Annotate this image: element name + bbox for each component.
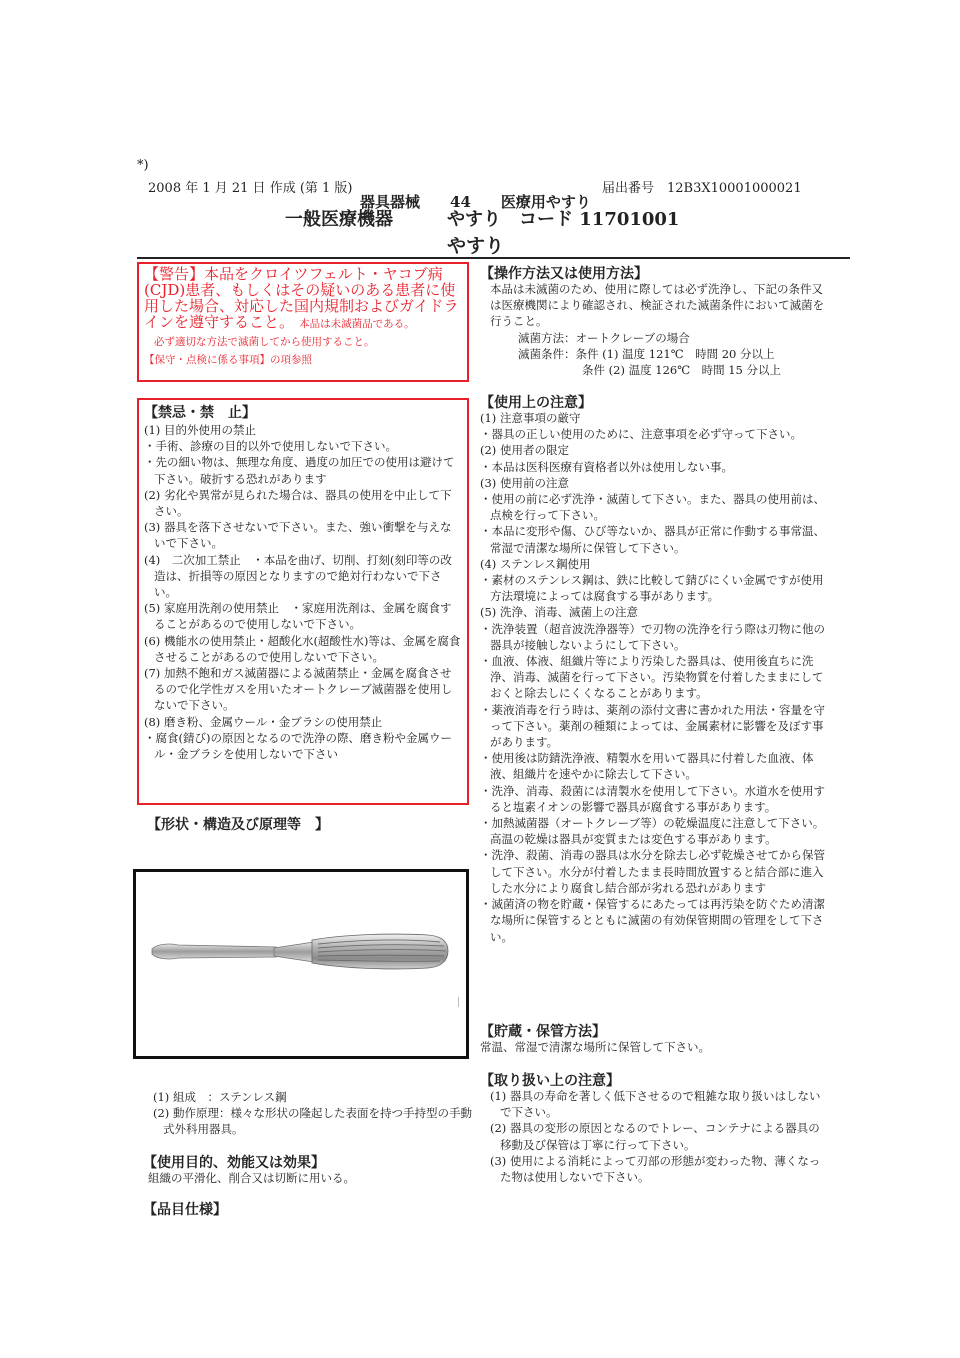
contraindication-line: (1) 目的外使用の禁止 [144, 423, 256, 437]
purpose-heading: 【使用目的、効能又は効果】 [143, 1155, 325, 1171]
operation-text [480, 281, 830, 378]
device-category-title: 一般医療機器 やすり コード 11701001 [285, 209, 680, 230]
product-image-frame [133, 869, 469, 1059]
storage-heading: 【貯蔵・保管方法】 [480, 1024, 606, 1040]
classification-line: 器具器械 44 医療用やすり [360, 193, 591, 211]
precaution-line: ・滅菌済の物を貯蔵・保管するにあたっては再汚染を防ぐため清潔な場所に保管するとともに滅菌の有効保管期間の管理をして下さい。 [480, 897, 825, 944]
precautions-heading: 【使用上の注意】 [480, 395, 592, 411]
shape-heading: 【形状・構造及び原理等 】 [147, 817, 329, 833]
precaution-line: ・洗浄、消毒、殺菌には清製水を使用して下さい。水道水を使用すると塩素イオンの影響で器具が腐食する事があります。 [480, 783, 825, 814]
contraindication-line: (7) 加熱不飽和ガス滅菌器による滅菌禁止・金属を腐食させるので化学性ガスを用いたオートクレーブ滅菌器を使用しないで下さい。 [144, 666, 453, 713]
operation-line: 滅菌方法：オートクレーブの場合 [518, 330, 690, 345]
precaution-line: ・使用の前に必ず洗浄・滅菌して下さい。また、器具の使用前は、点検を行って下さい。 [480, 492, 825, 523]
precaution-line: ・血液、体液、組織片等により汚染した器具は、使用後直ちに洗浄、消毒、滅菌を行って下さい。汚染物質を付着したままにしておくと除去しにくくなることがあります。 [480, 654, 824, 701]
contraindication-line: ・腐食(錆び)の原因となるので洗浄の際、磨き粉や金属ウール・金ブラシを使用しないで下さい [144, 730, 452, 762]
purpose-text: 組織の平滑化、削合又は切断に用いる。 [148, 1171, 355, 1185]
warning-unsterile-note: 本品は未滅菌品である。 [299, 318, 415, 330]
warning-box [137, 262, 469, 382]
precaution-line: (2) 使用者の限定 [480, 443, 569, 458]
image-tick-mark [458, 997, 459, 1007]
operation-line: 条件 (2) 温度 126℃ 時間 15 分以上 [582, 363, 782, 378]
warning-sterilize-note: 必ず適切な方法で滅菌してから使用すること。 [154, 336, 375, 348]
precaution-line: ・薬液消毒を行う時は、薬剤の添付文書に書かれた用法・容量を守って下さい。薬剤の種類によっては、金属素材に影響を及ぼす事があります。 [480, 702, 825, 750]
precaution-line: ・加熱滅菌器（オートクレーブ等）の乾燥温度に注意して下さい。高温の乾燥は器具が変質または変色する事があります。 [480, 816, 825, 847]
document-date: 2008 年 1 月 21 日 作成 (第 1 版) [148, 181, 353, 196]
header-divider [137, 257, 850, 259]
contraindications-box [137, 398, 469, 805]
precaution-line: ・使用後は防錆洗浄液、精製水を用いて器具に付着した血液、体液、組織片を速やかに除去して下さい。 [480, 751, 814, 782]
precaution-line: ・本品に変形や傷、ひび等ないか、器具が正常に作動する事常温、常湿で清潔な場所に保管して下さい。 [480, 524, 825, 555]
precaution-line: ・洗浄装置（超音波洗浄器等）で刃物の洗浄を行う際は刃物に他の器具が接触しないようにして下さい。 [480, 621, 825, 652]
contraindications-heading: 【禁忌・禁 止】 [144, 405, 256, 421]
handling-line: (2) 器具の変形の原因となるのでトレー、コンテナによる器具の移動及び保管は丁寧に行って下さい。 [490, 1121, 820, 1152]
precaution-line: (4) ステンレス鋼使用 [480, 556, 591, 571]
contraindication-line: (8) 磨き粉、金属ウール・金ブラシの使用禁止 [144, 714, 383, 729]
contraindication-line: ・先の細い物は、無理な角度、過度の加圧での使用は避けて下さい。破折する恐れがあります [144, 455, 455, 486]
spec-heading: 【品目仕様】 [143, 1202, 227, 1218]
precautions-list [480, 410, 830, 945]
contraindication-line: ・手術、診療の目的以外で使用しないで下さい。 [144, 439, 397, 454]
contraindication-line: (3) 器具を落下させないで下さい。また、強い衝撃を与えないで下さい。 [144, 520, 452, 551]
precaution-line: ・素材のステンレス鋼は、鉄に比較して錆びにくい金属ですが使用方法環境によっては腐食する事があります。 [480, 573, 824, 604]
warning-reference-note: 【保守・点検に係る事項】の項参照 [144, 354, 312, 366]
revision-mark: *) [137, 158, 149, 173]
handling-line: (1) 器具の寿命を著しく低下させるので粗雑な取り扱いはしないで下さい。 [490, 1089, 821, 1120]
precaution-line: ・洗浄、殺菌、消毒の器具は水分を除去し必ず乾燥させてから保管して下さい。水分が付着したまま長時間放置すると結合部に進入した水分により腐食し結合部が劣れる恐れがあります [480, 848, 825, 895]
contraindication-line: (5) 家庭用洗剤の使用禁止 ・家庭用洗剤は、金属を腐食することがあるので使用しないで下さい。 [144, 601, 452, 632]
handling-heading: 【取り扱い上の注意】 [480, 1073, 620, 1089]
precaution-line: (3) 使用前の注意 [480, 475, 569, 490]
rasp-illustration [136, 872, 466, 1056]
product-name-title: やすり [447, 235, 505, 257]
precaution-line: ・器具の正しい使用のために、注意事項を必ず守って下さい。 [480, 427, 802, 442]
operation-line: 滅菌条件：条件 (1) 温度 121℃ 時間 20 分以上 [518, 346, 775, 361]
handling-list [480, 1088, 830, 1185]
precaution-line: ・本品は医科医療有資格者以外は使用しない事。 [480, 459, 733, 474]
principle-line: (2) 動作原理：様々な形状の隆起した表面を持つ手持型の手動式外科用器具。 [153, 1106, 472, 1137]
storage-text: 常温、常湿で清潔な場所に保管して下さい。 [480, 1040, 710, 1054]
contraindication-line: (6) 機能水の使用禁止・超酸化水(超酸性水)等は、金属を腐食させることがあるので使用しないで下さい。 [144, 633, 461, 664]
precaution-line: (1) 注意事項の厳守 [480, 411, 581, 425]
operation-heading: 【操作方法又は使用方法】 [480, 266, 648, 282]
notification-number: 届出番号 12B3X10001000021 [602, 181, 802, 196]
warning-heading: 【警告】本品をクロイツフェルト・ヤコブ病(CJD)患者、もしくはその疑いのある患者に使用した場合、対応した国内規制およびガイドラインを遵守すること。 [144, 265, 459, 331]
operation-line: 本品は未滅菌のため、使用に際しては必ず洗浄し、下記の条件又は医療機関により確認され、検証された滅菌条件において滅菌を行うこと。 [490, 282, 825, 329]
precaution-line: (5) 洗浄、消毒、滅菌上の注意 [480, 605, 638, 620]
composition-line: (1) 組成 ：ステンレス鋼 [153, 1090, 287, 1104]
contraindication-line: (2) 劣化や異常が見られた場合は、器具の使用を中止して下さい。 [144, 487, 452, 519]
contraindications-list [144, 422, 462, 762]
shape-details [143, 1089, 473, 1138]
contraindication-line: (4) 二次加工禁止 ・本品を曲げ、切削、打刻(刻印等の改造は、折損等の原因となりますので絶対行わないで下さい。 [144, 552, 452, 600]
handling-line: (3) 使用による消耗によって刃部の形態が変わった物、薄くなった物は使用しないで下さい。 [490, 1153, 821, 1185]
